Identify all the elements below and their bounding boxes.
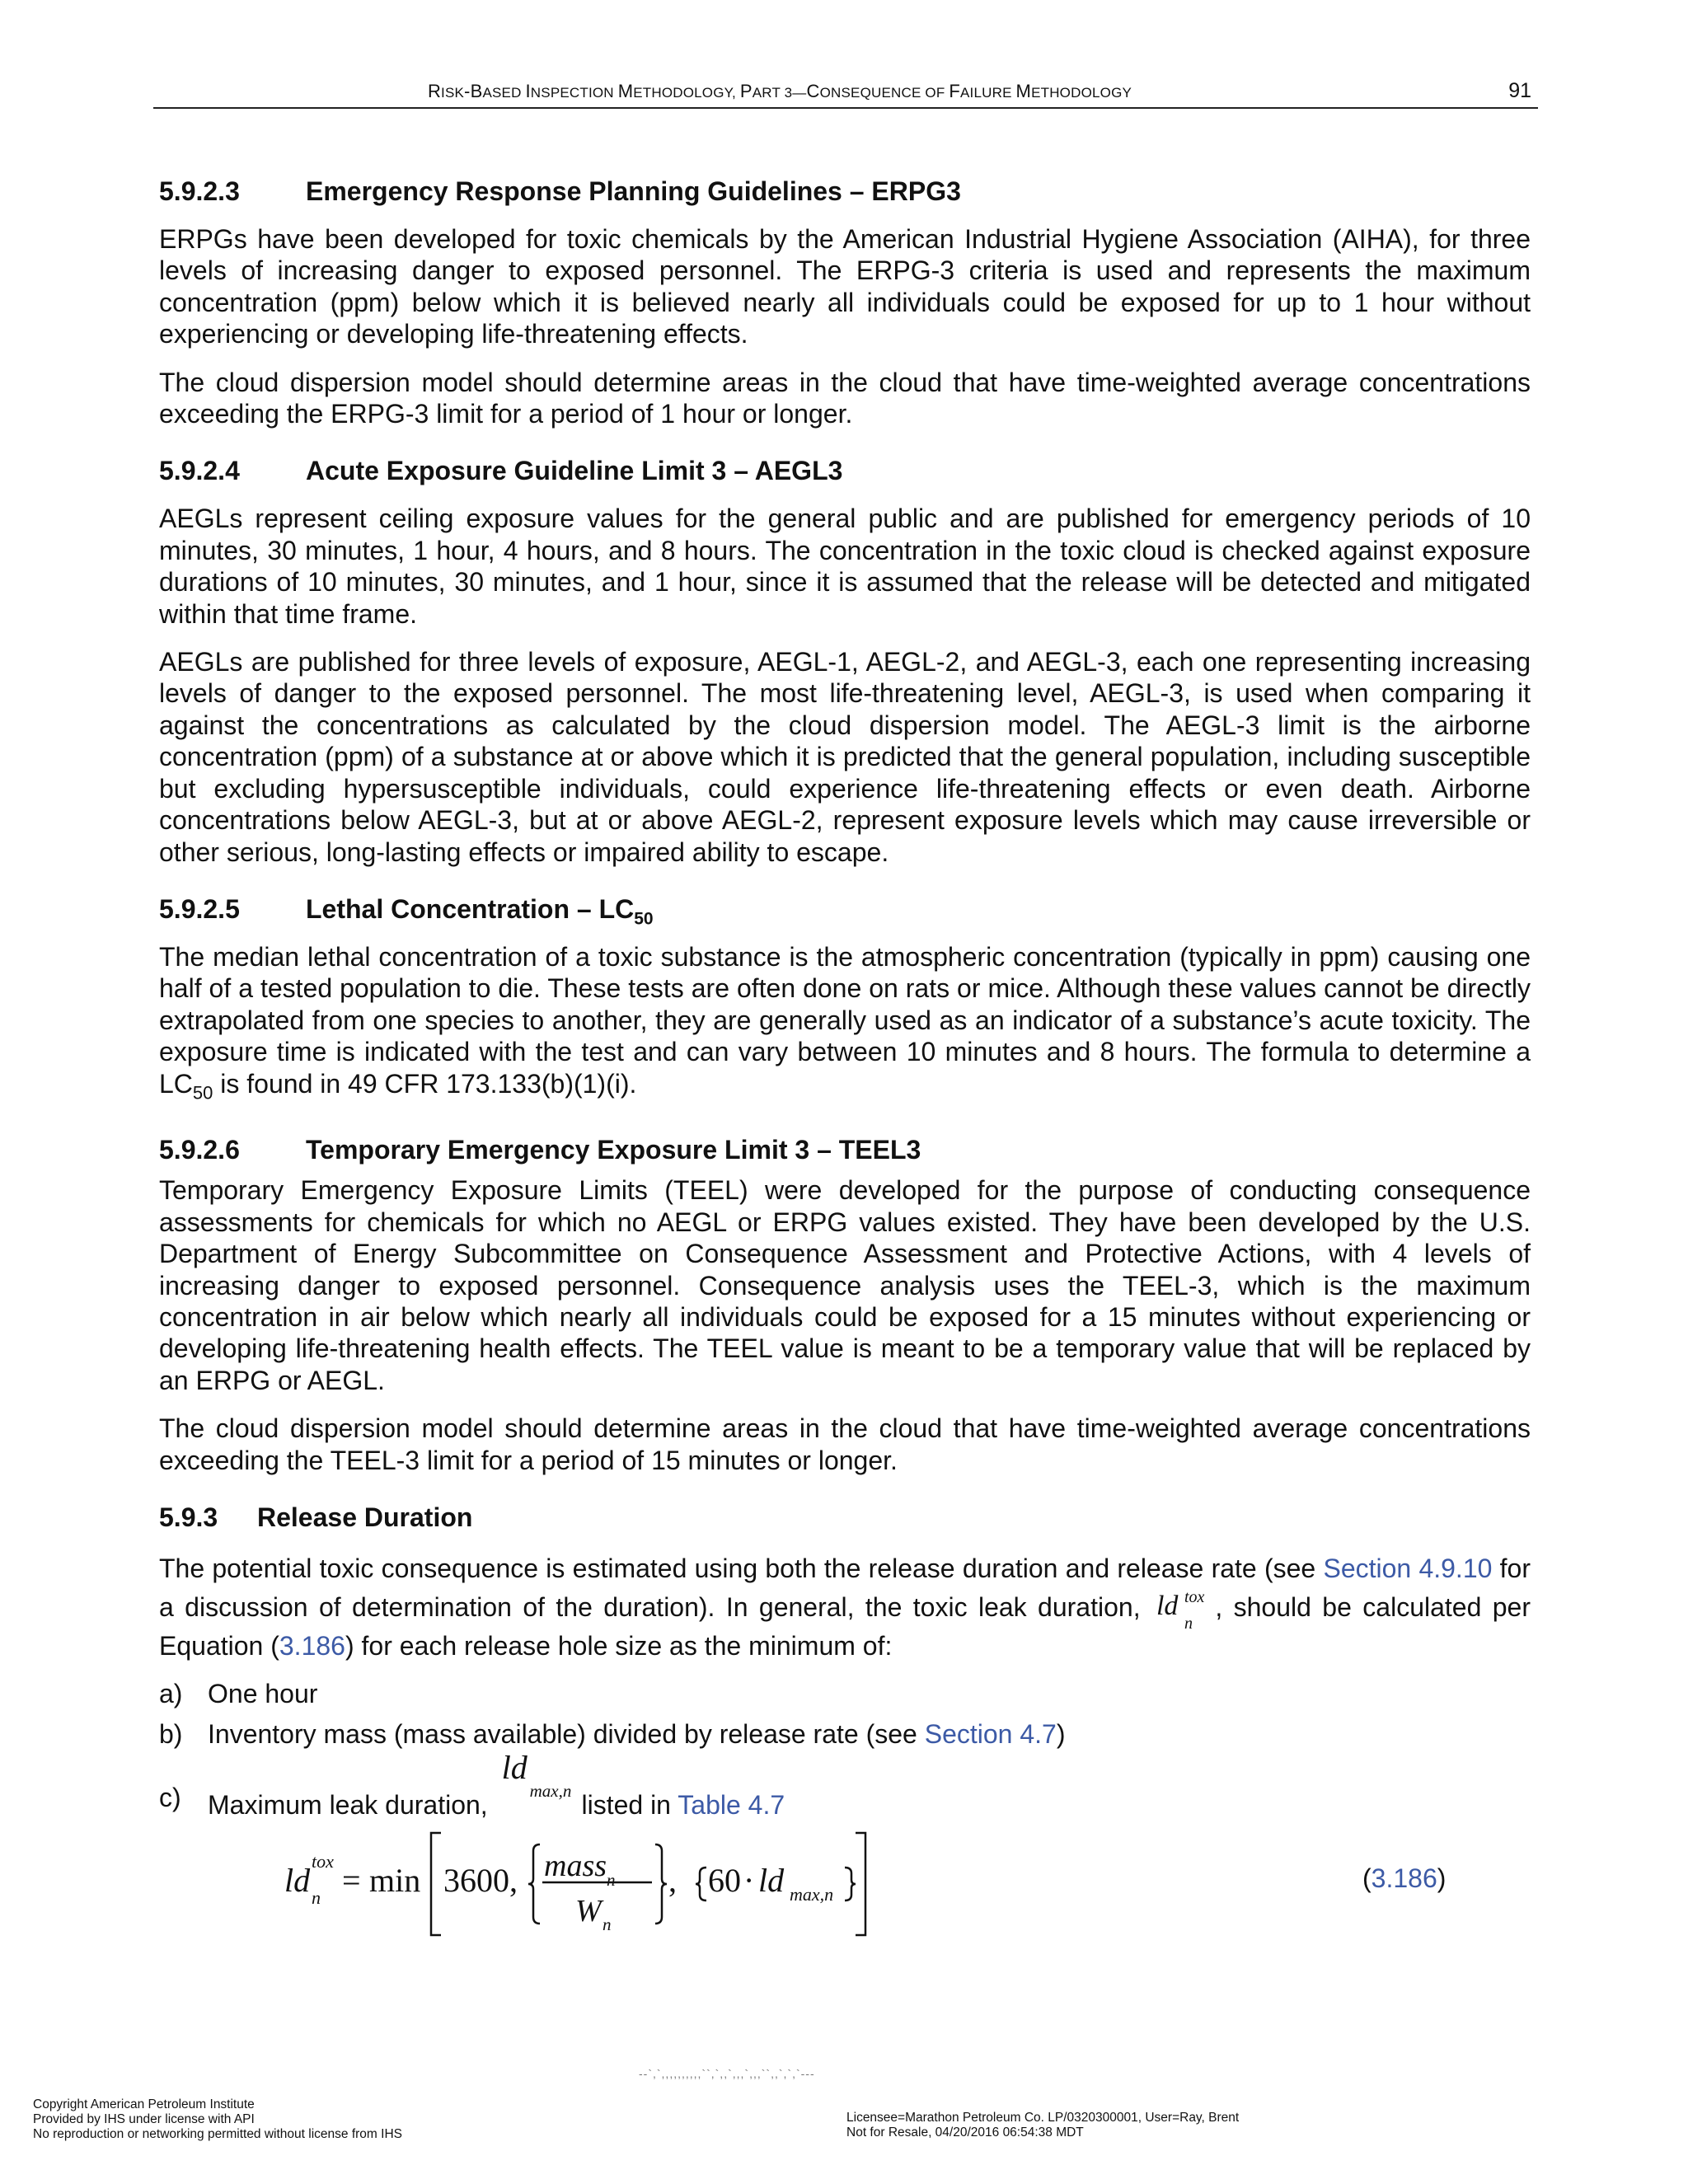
ld-tox-n-symbol [1151, 1587, 1205, 1633]
paragraph-text: for a discussion of determination of the duration). In general, the toxic leak duration, [159, 1553, 1531, 1622]
section-link[interactable]: Section 4.7 [924, 1718, 1057, 1749]
paragraph [159, 1549, 1531, 1666]
header-title-part: -B [464, 81, 483, 101]
paragraph-text: , should be calculated per Equation ( [159, 1591, 1531, 1661]
paragraph: Temporary Emergency Exposure Limits (TEEL) were developed for the purpose of conducting consequence assessments for chemicals for which no AEGL or ERPG values existed. They have been developed by the U.S. Department of Energy Subcommittee on Consequence Assessment and Protective Actions, with 4 levels of increasing danger to exposed personnel. Consequence analysis uses the TEEL-3, which is the maximum concentration in air below which nearly all individuals could be exposed for a 15 minutes without experiencing or developing life-threatening health effects. The TEEL value is meant to be a temporary value that will be replaced by an ERPG or AEGL. [159, 1175, 1531, 1395]
list-item-text [208, 1748, 1531, 1821]
eq-right-curly-brace-1 [655, 1844, 667, 1924]
section-heading-erpg3 [159, 175, 1531, 208]
equation-link[interactable]: 3.186 [279, 1630, 345, 1661]
eq-right-square-bracket [856, 1833, 865, 1935]
subscript: 50 [192, 1081, 213, 1103]
section-number: 5.9.3 [159, 1502, 218, 1532]
math-subscript-n: n [1184, 1614, 1193, 1633]
eq-mass-subscript-n: n [607, 1870, 616, 1890]
list-item [159, 1677, 1531, 1710]
paragraph: ERPGs have been developed for toxic chemicals by the American Industrial Hygiene Association (AIHA), for three levels of increasing danger to exposed personnel. The ERPG-3 criteria is used and represents the maximum concentration (ppm) below which it is believed nearly all individuals could be exposed for up to 1 hour without experiencing or developing life-threatening effects. [159, 224, 1531, 349]
section-link[interactable]: Section 4.9.10 [1323, 1553, 1493, 1583]
eq-left-curly-brace-1 [528, 1844, 540, 1924]
paragraph-text: The potential toxic consequence is estimated using both the release duration and release rate (see [159, 1553, 1324, 1583]
footer-line: Copyright American Petroleum Institute [33, 2097, 255, 2111]
header-title-part: ONSEQUENCE OF [819, 85, 950, 101]
eq-ld-2: ld [758, 1862, 785, 1899]
equation-number-link[interactable]: 3.186 [1371, 1863, 1437, 1893]
section-title: Temporary Emergency Exposure Limit 3 – TEEL3 [306, 1135, 921, 1165]
main-content [159, 175, 1531, 1821]
list-item-text: One hour [208, 1678, 318, 1708]
eq-subscript-n: n [312, 1887, 321, 1908]
section-heading-lc50 [159, 893, 1531, 929]
list-item [159, 1718, 1531, 1750]
eq-comma: , [668, 1862, 677, 1899]
header-title-part: ASED [482, 85, 526, 101]
eq-W-subscript-n: n [603, 1915, 612, 1934]
paragraph [159, 941, 1531, 1108]
section-number: 5.9.2.5 [159, 893, 240, 924]
eq-left-square-bracket [431, 1833, 441, 1935]
eq-min: min [369, 1862, 421, 1899]
eq-W: W [575, 1894, 602, 1929]
subscript: 50 [634, 909, 654, 929]
footer-line: Licensee=Marathon Petroleum Co. LP/0320300001, User=Ray, Brent [846, 2111, 1240, 2125]
eq-mass: mass [544, 1849, 607, 1883]
eq-right-curly-brace-2 [845, 1868, 856, 1900]
paragraph: AEGLs represent ceiling exposure values for the general public and are published for emergency periods of 10 minutes, 30 minutes, 1 hour, 4 hours, and 8 hours. The concentration in the toxic cloud is checked against exposure durations of 10 minutes, 30 minutes, and 1 hour, since it is assumed that the release will be detected and mitigated within that time frame. [159, 504, 1531, 629]
header-title-part: P [739, 81, 753, 101]
header-title-part: R [427, 81, 442, 101]
equation-number: (3.186) [1362, 1863, 1447, 1893]
section-title: Emergency Response Planning Guidelines – ERPG3 [306, 176, 961, 206]
ld-max-n-symbol [495, 1748, 574, 1814]
header-title-part: C [806, 81, 820, 101]
header-title-part: F [949, 81, 960, 101]
scan-artifact: --`,`,,,,,,,,,,``,`,,`,,,`,,,``,,`,`,`--- [639, 2067, 815, 2080]
header-title-part: AILURE [960, 85, 1016, 101]
header-title-part: ETHODOLOGY, [633, 85, 740, 101]
eq-superscript-tox: tox [312, 1851, 334, 1872]
footer-license [846, 2111, 1239, 2140]
footer-line: No reproduction or networking permitted without license from IHS [33, 2127, 402, 2141]
list-item-text-part: Inventory mass (mass available) divided by release rate (see [208, 1718, 925, 1749]
section-title-text: Lethal Concentration – LC [306, 893, 635, 924]
section-heading-aegl3 [159, 454, 1531, 487]
eq-cdot: · [743, 1862, 755, 1899]
list-marker: b) [159, 1718, 183, 1749]
section-heading-teel3 [159, 1133, 1531, 1166]
footer-line: Provided by IHS under license with API [33, 2112, 255, 2126]
list-marker: a) [159, 1678, 183, 1708]
header-title-part: ISK [441, 85, 465, 101]
header-title-part: M [617, 81, 634, 101]
paragraph: The cloud dispersion model should determine areas in the cloud that have time-weighted average concentrations exceeding the ERPG-3 limit for a period of 1 hour or longer. [159, 367, 1531, 429]
section-number: 5.9.2.3 [159, 176, 240, 206]
header-title-part: NSPECTION [530, 85, 618, 101]
eq-3600: 3600, [443, 1862, 518, 1899]
paragraph-text: ) for each release hole size as the minimum of: [345, 1630, 893, 1661]
page-number: 91 [1508, 79, 1531, 102]
section-number: 5.9.2.4 [159, 456, 240, 486]
running-title [153, 81, 1406, 102]
eq-subscript-max-n: max,n [790, 1884, 834, 1905]
section-number: 5.9.2.6 [159, 1135, 240, 1165]
paragraph-text: is found in 49 CFR 173.133(b)(1)(i). [213, 1068, 637, 1099]
section-title: Acute Exposure Guideline Limit 3 – AEGL3 [306, 456, 843, 486]
header-title-part: ART 3— [752, 85, 807, 101]
header-title-part: M [1015, 81, 1032, 101]
paragraph: The cloud dispersion model should determine areas in the cloud that have time-weighted average concentrations exceeding the TEEL-3 limit for a period of 15 minutes or longer. [159, 1413, 1531, 1475]
math-ld: ld [501, 1748, 528, 1786]
section-heading-release-duration [159, 1501, 1531, 1534]
math-superscript-tox: tox [1184, 1587, 1205, 1606]
footer-line: Not for Resale, 04/20/2016 06:54:38 MDT [846, 2125, 1084, 2139]
list-item [159, 1748, 1531, 1821]
header-title-part: ETHODOLOGY [1031, 85, 1132, 101]
eq-left-curly-brace-2 [696, 1868, 706, 1900]
running-header [153, 79, 1538, 109]
footer-copyright [33, 2097, 402, 2142]
eq-ld: ld [284, 1862, 311, 1899]
eq-equals: = [342, 1862, 361, 1899]
equation-3-186 [284, 1828, 1438, 1939]
list-item-text-part: listed in [574, 1789, 678, 1820]
section-title: Release Duration [257, 1502, 473, 1532]
math-ld: ld [1156, 1590, 1179, 1621]
eq-60: 60 [708, 1862, 741, 1899]
header-title-part: I [525, 81, 531, 101]
table-link[interactable]: Table 4.7 [678, 1789, 785, 1820]
list-item-text-part: Maximum leak duration, [208, 1789, 495, 1820]
math-subscript-max-n: max,n [529, 1780, 572, 1801]
paragraph: AEGLs are published for three levels of exposure, AEGL-1, AEGL-2, and AEGL-3, each one representing increasing levels of danger to the exposed personnel. The most life-threatening level, AEGL-3, is used when comparing it against the concentrations as calculated by the cloud dispersion model. The AEGL-3 limit is the airborne concentration (ppm) of a substance at or above which it is predicted that the general population, including susceptible but excluding hypersusceptible individuals, could experience life-threatening effects or even death. Airborne concentrations below AEGL-3, but at or above AEGL-2, represent exposure levels which may cause irreversible or other serious, long-lasting effects or impaired ability to escape. [159, 647, 1531, 867]
list-item-text-part: ) [1056, 1718, 1066, 1749]
paragraph-text: The median lethal concentration of a toxic substance is the atmospheric concentration (typically in ppm) causing one half of a tested population to die. These tests are often done on rats or mice. Although these values cannot be directly extrapolated from one species to another, they are generally used as an indicator of a substance’s acute toxicity. The exposure time is indicated with the test and can vary between 10 minutes and 8 hours. The formula to determine a LC [159, 941, 1531, 1099]
section-title [306, 893, 654, 935]
list-item-text [208, 1718, 1531, 1750]
list-marker: c) [159, 1782, 181, 1812]
